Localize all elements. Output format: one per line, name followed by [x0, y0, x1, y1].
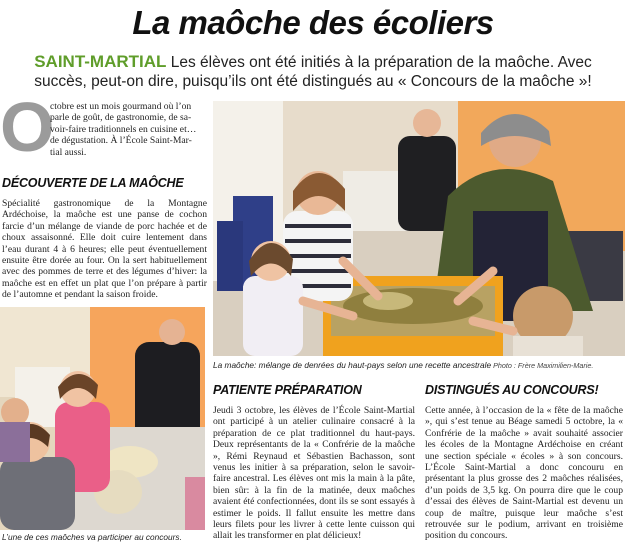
standfirst-text: Les élèves ont été initiés à la préparation de la maôche. Avec succès, peut-on dire, puisqu’ils ont été distingués au « Concours de la maôche »! — [34, 54, 592, 90]
intro-line: parle de goût, de gastronomie, de sa- — [50, 112, 192, 124]
section-heading-preparation: PATIENTE PRÉPARATION — [213, 383, 362, 397]
section-text-concours: Cette année, à l’occasion de la « fête de la maôche », qui s’est tenue au Béage samedi 5 octobre, la « Confrérie de la maôche » avait souhaité associer les écoles de la Montagne Ardéchoise en créant une section spéciale « écoles » à son concours. L’École Saint-Martial a donc concouru en présentant la plus grosse des 2 maôches réalisées, d’un poids de 3,5 kg. On pourra dire que le coup d’essai des élèves de Saint-Martial est devenu un coup de maître, puisque leur maôche s’est retrouvée sur le podium, arrivant en troisième position du concours. — [425, 405, 623, 542]
section-text-decouverte: Spécialité gastronomique de la Montagne Ardéchoise, la maôche est une panse de cochon farcie d’un mélange de viande de porc hachée et de choux assaisonné. Elle doit cuire lentement dans l’eau durant 4 à 6 heures; elle peut éventuellement ensuite être dorée au four. On la sert habituellement avec des pommes de terre et des légumes d’hiver: la maôche est en effet un plat que l’on prépare à partir de l’automne et pendant la saison froide. — [2, 198, 207, 301]
intro-line: voir-faire traditionnels en cuisine et… — [50, 123, 197, 135]
main-photo-caption — [213, 360, 593, 370]
intro-line: de dégustation. À l’École Saint-Mar- — [50, 135, 192, 147]
section-heading-decouverte: DÉCOUVERTE DE LA MAÔCHE — [2, 176, 184, 190]
small-photo-illustration — [0, 307, 205, 530]
drop-cap: O — [0, 88, 55, 166]
small-photo-caption: L’une de ces maôches va participer au concours. — [2, 532, 182, 542]
main-photo-illustration — [213, 101, 625, 356]
main-photo-caption-text: La maôche: mélange de denrées du haut-pays selon une recette ancestrale — [213, 360, 492, 370]
main-photo — [213, 101, 625, 356]
main-photo-credit: Photo : Frère Maximilien-Marie. — [491, 361, 594, 370]
headline: La maôche des écoliers — [132, 4, 494, 41]
standfirst — [6, 52, 620, 91]
intro-paragraph — [50, 101, 207, 158]
intro-line: ctobre est un mois gourmand où l’on — [50, 101, 192, 112]
small-photo — [0, 307, 205, 530]
section-heading-concours: DISTINGUÉS AU CONCOURS! — [425, 383, 599, 397]
intro-line: tial aussi. — [50, 146, 87, 158]
section-text-preparation: Jeudi 3 octobre, les élèves de l’École Saint-Martial ont participé à un atelier culinaire consacré à la préparation de ce plat traditionnel du haut-pays. Deux représentants de la « Confrérie de la maôche », Rémi Reynaud et Sébastien Bachasson, sont venus les initier à sa préparation, selon le savoir-faire ancestral. Les élèves ont mis la main à la pâte, bien sûr: à la fin de la matinée, deux maôches avaient été confectionnées, dont ils se sont essayés à estimer le poids. Il fallut ensuite les mettre dans leurs filets pour les livrer à cette lente cuisson qui allait les transformer en plat délicieux! — [213, 405, 415, 542]
standfirst-place: SAINT-MARTIAL — [34, 52, 167, 71]
